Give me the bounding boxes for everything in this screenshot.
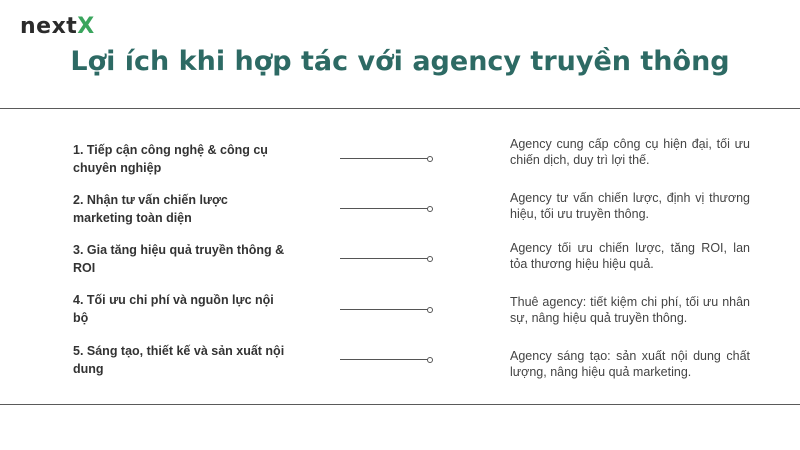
top-divider: [0, 108, 800, 109]
benefit-row-4: [0, 291, 800, 341]
connector-dot: [427, 256, 433, 262]
benefit-row-3: [0, 240, 800, 290]
brand-logo: [20, 14, 95, 39]
connector-line: [340, 309, 430, 310]
connector-dot: [427, 206, 433, 212]
benefit-description: Agency tư vấn chiến lược, định vị thương hiệu, tối ưu truyền thông.: [510, 191, 750, 221]
connector-dot: [427, 307, 433, 313]
benefit-label: 3. Gia tăng hiệu quả truyền thông & ROI: [73, 243, 285, 275]
benefit-description: Agency cung cấp công cụ hiện đại, tối ưu chiến dịch, duy trì lợi thế.: [510, 137, 750, 167]
connector-dot: [427, 156, 433, 162]
page-title: Lợi ích khi hợp tác với agency truyền thông: [70, 46, 730, 77]
benefit-row-2: [0, 190, 800, 240]
benefit-row-5: [0, 341, 800, 391]
logo-main-text: next: [20, 14, 78, 39]
benefit-label: 1. Tiếp cận công nghệ & công cụ chuyên nghiệp: [73, 143, 268, 175]
connector-dot: [427, 357, 433, 363]
benefit-description: Agency tối ưu chiến lược, tăng ROI, lan tỏa thương hiệu hiệu quả.: [510, 241, 750, 271]
connector-line: [340, 258, 430, 259]
benefit-description: Agency sáng tạo: sản xuất nội dung chất lượng, nâng hiệu quả marketing.: [510, 349, 750, 379]
benefit-label: 5. Sáng tạo, thiết kế và sản xuất nội dung: [73, 344, 285, 376]
logo-accent-text: X: [77, 14, 95, 39]
benefit-label: 4. Tối ưu chi phí và nguồn lực nội bộ: [73, 293, 274, 325]
connector-line: [340, 158, 430, 159]
connector-line: [340, 208, 430, 209]
benefit-label: 2. Nhận tư vấn chiến lược marketing toàn diện: [73, 193, 228, 225]
benefit-description: Thuê agency: tiết kiệm chi phí, tối ưu nhân sự, nâng hiệu quả truyền thông.: [510, 295, 750, 325]
benefit-row-1: [0, 137, 800, 190]
bottom-divider: [0, 404, 800, 405]
connector-line: [340, 359, 430, 360]
